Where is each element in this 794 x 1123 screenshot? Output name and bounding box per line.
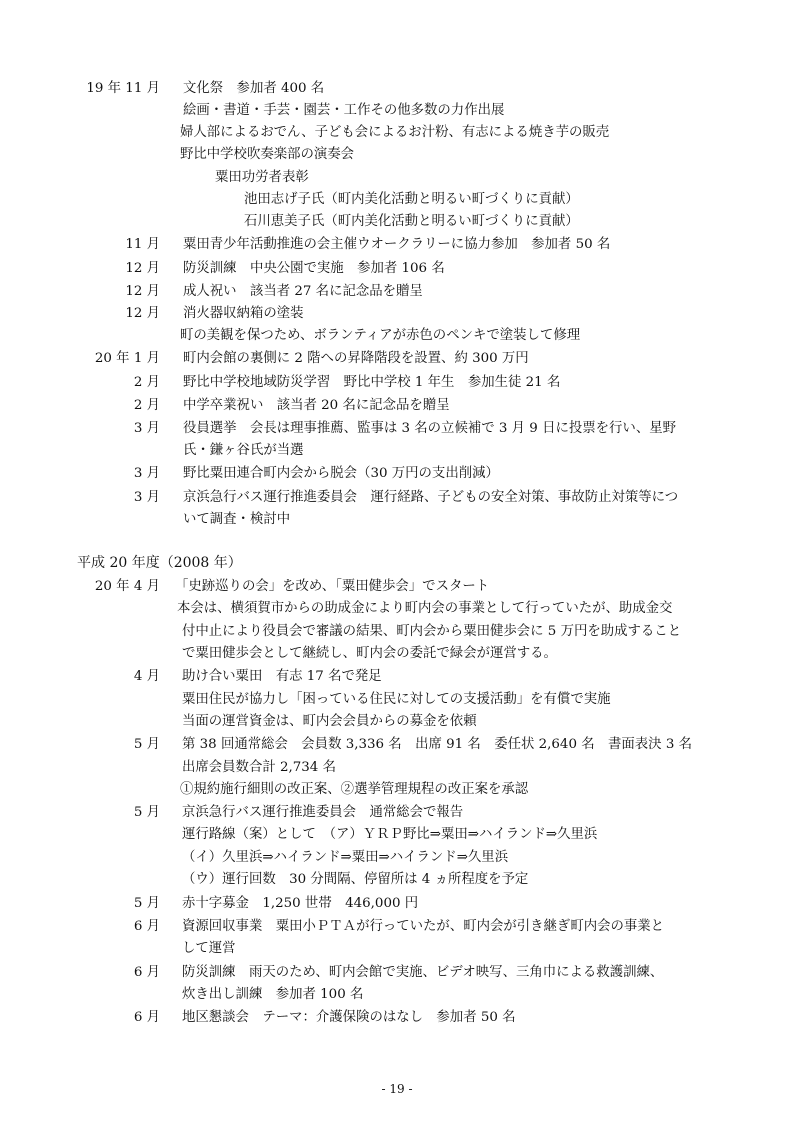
entry-date: 4 月 bbox=[133, 669, 160, 684]
entry-text: （ウ）運行回数 30 分間隔、停留所は 4 ヵ所程度を予定 bbox=[182, 872, 529, 887]
entry-text: 赤十字募金 1,250 世帯 446,000 円 bbox=[182, 896, 419, 911]
entry-date: 3 月 bbox=[133, 466, 160, 481]
entry-text: 助け合い粟田 有志 17 名で発足 bbox=[182, 669, 382, 684]
page-number: - 19 - bbox=[381, 1082, 413, 1096]
entry-text: 消火器収納箱の塗装 bbox=[183, 306, 304, 321]
entry-text: 石川恵美子氏（町内美化活動と明るい町づくりに貢献） bbox=[244, 214, 579, 229]
entry-date: 2 月 bbox=[133, 375, 160, 390]
entry-text: 出席会員数合計 2,734 名 bbox=[182, 760, 336, 775]
entry-text: 池田志げ子氏（町内美化活動と明るい町づくりに貢献） bbox=[244, 192, 579, 207]
entry-text: 成人祝い 該当者 27 名に記念品を贈呈 bbox=[183, 284, 423, 299]
entry-text: 文化祭 参加者 400 名 bbox=[183, 81, 325, 96]
entry-date: 5 月 bbox=[133, 737, 160, 752]
entry-date: 11 月 bbox=[125, 237, 160, 252]
entry-text: ①規約施行細則の改正案、②選挙管理規程の改正案を承認 bbox=[180, 782, 529, 797]
entry-text: いて調査・検討中 bbox=[183, 512, 291, 527]
entry-text: 京浜急行バス運行推進委員会 通常総会で報告 bbox=[182, 805, 464, 820]
entry-date: 20 年 1 月 bbox=[94, 351, 160, 366]
entry-date: 12 月 bbox=[125, 306, 160, 321]
entry-date: 3 月 bbox=[133, 421, 160, 436]
entry-text: 防災訓練 中央公園で実施 参加者 106 名 bbox=[183, 261, 445, 276]
entry-date: 2 月 bbox=[133, 398, 160, 413]
entry-text: 中学卒業祝い 該当者 20 名に記念品を贈呈 bbox=[183, 398, 450, 413]
entry-text: 付中止により役員会で審議の結果、町内会から粟田健歩会に 5 万円を助成すること bbox=[182, 624, 682, 639]
entry-text: 町の美観を保つため、ボランティアが赤色のペンキで塗装して修理 bbox=[180, 328, 581, 343]
entry-text: 野比粟田連合町内会から脱会（30 万円の支出削減） bbox=[183, 466, 499, 481]
entry-text: （イ）久里浜⇒ハイランド⇒粟田⇒ハイランド⇒久里浜 bbox=[182, 850, 509, 865]
entry-text: 氏・鎌ヶ谷氏が当選 bbox=[183, 443, 304, 458]
entry-text: で粟田健歩会として継続し、町内会の委託で緑会が運営する。 bbox=[182, 646, 557, 661]
entry-text: 町内会館の裏側に 2 階への昇降階段を設置、約 300 万円 bbox=[183, 351, 529, 366]
entry-text: 運行路線（案）として （ア）ＹＲＰ野比⇒粟田⇒ハイランド⇒久里浜 bbox=[182, 827, 598, 842]
entry-text: 防災訓練 雨天のため、町内会館で実施、ビデオ映写、三角巾による救護訓練、 bbox=[182, 965, 664, 980]
entry-text: 粟田住民が協力し「困っている住民に対しての支援活動」を有償で実施 bbox=[182, 692, 611, 707]
entry-text: 野比中学校地域防災学習 野比中学校 1 年生 参加生徒 21 名 bbox=[183, 375, 561, 390]
entry-text: 当面の運営資金は、町内会会員からの募金を依頼 bbox=[182, 714, 477, 729]
entry-text: して運営 bbox=[182, 941, 236, 956]
entry-date: 19 年 11 月 bbox=[86, 81, 160, 96]
entry-date: 12 月 bbox=[125, 284, 160, 299]
entry-date: 6 月 bbox=[133, 919, 160, 934]
entry-date: 6 月 bbox=[133, 1010, 160, 1025]
entry-text: 絵画・書道・手芸・園芸・工作その他多数の力作出展 bbox=[183, 103, 505, 118]
entry-text: 第 38 回通常総会 会員数 3,336 名 出席 91 名 委任状 2,640 名 書面表決 3 名 bbox=[182, 737, 692, 752]
entry-date: 20 年 4 月 bbox=[94, 579, 160, 594]
entry-text: 炊き出し訓練 参加者 100 名 bbox=[182, 987, 364, 1002]
entry-text: 「史跡巡りの会」を改め、「粟田健歩会」でスタート bbox=[175, 579, 490, 594]
entry-text: 粟田青少年活動推進の会主催ウオークラリーに協力参加 参加者 50 名 bbox=[183, 237, 611, 252]
entry-text: 野比中学校吹奏楽部の演奏会 bbox=[180, 147, 355, 162]
entry-date: 6 月 bbox=[133, 965, 160, 980]
section-title: 平成 20 年度（2008 年） bbox=[77, 555, 242, 571]
entry-text: 本会は、横須賀市からの助成金により町内会の事業として行っていたが、助成金交 bbox=[177, 601, 673, 616]
entry-text: 役員選挙 会長は理事推薦、監事は 3 名の立候補で 3 月 9 日に投票を行い、星野 bbox=[183, 421, 676, 436]
entry-text: 資源回収事業 粟田小ＰＴＡが行っていたが、町内会が引き継ぎ町内会の事業と bbox=[182, 919, 665, 934]
entry-date: 12 月 bbox=[125, 261, 160, 276]
entry-text: 地区懇談会 テーマ：介護保険のはなし 参加者 50 名 bbox=[182, 1010, 516, 1025]
entry-date: 5 月 bbox=[133, 805, 160, 820]
entry-date: 3 月 bbox=[133, 490, 160, 505]
entry-text: 婦人部によるおでん、子ども会によるお汁粉、有志による焼き芋の販売 bbox=[180, 125, 610, 140]
entry-date: 5 月 bbox=[133, 896, 160, 911]
entry-text: 京浜急行バス運行推進委員会 運行経路、子どもの安全対策、事故防止対策等につ bbox=[183, 490, 679, 505]
entry-text: 粟田功労者表彰 bbox=[215, 170, 309, 185]
